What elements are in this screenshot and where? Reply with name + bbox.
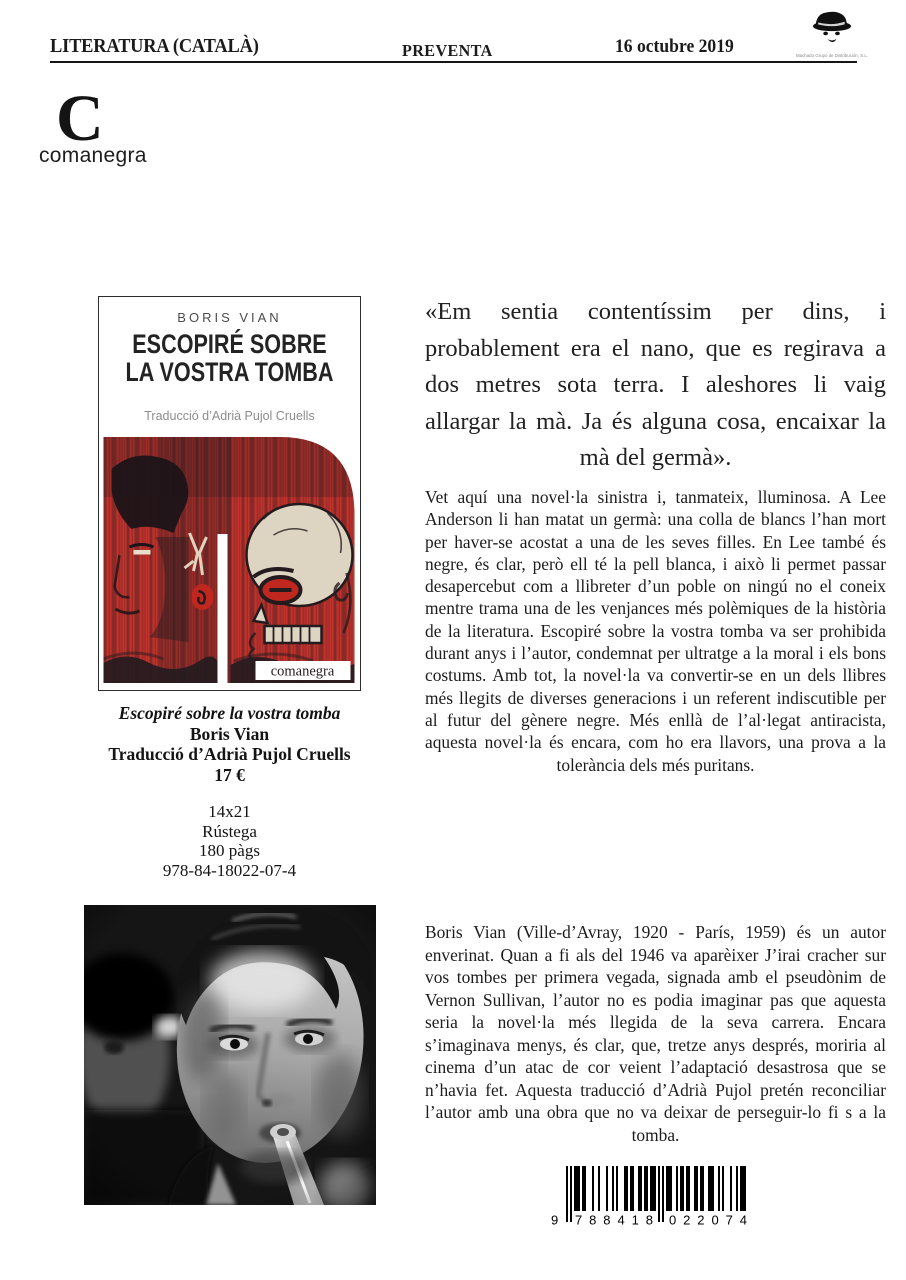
date-label: 16 octubre 2019	[615, 37, 734, 57]
author-photo	[84, 905, 376, 1205]
cover-title	[125, 331, 334, 386]
book-quote: «Em sentia contentíssim per dins, i probablement era el nano, que es regirava a dos metres sota terra. I aleshores li vaig allargar la mà. Ja és alguna cosa, encaixar la mà del germà».	[425, 298, 886, 471]
cover-author: BORIS VIAN	[177, 310, 282, 325]
details-author: Boris Vian	[189, 723, 270, 744]
comanegra-wordmark: comanegra	[39, 144, 147, 167]
distributor-logo	[794, 8, 870, 58]
details-title: Escopiré sobre la vostra tomba	[118, 703, 341, 723]
details-binding: Rústega	[202, 821, 257, 841]
book-synopsis: Vet aquí una novel·la sinistra i, tanmateix, lluminosa. A Lee Anderson li han matat un germà: una colla de blancs l’han mort per haver-se acostat a una de les seves filles. En Lee també és negre, és clar, però ell té la pell blanca, i això li permet passar desapercebut com a llibreter d’un poble on ningú no el coneix mentre trama una de les venjances més polèmiques de la història de la literatura. Escopiré sobre la vostra tomba va ser prohibida durant anys i l’autor, condemnat per ultratge a la moral i els bons costums. Amb tot, la novel·la va convertir-se en un dels llibres més llegits de diverses generacions i un referent indiscutible per al futur del gènere negre. Més enllà de l’al·legat antiracista, aquesta novel·la és encara, com ho era llavors, una prova a la tolerància dels més puritans.	[425, 487, 886, 775]
details-price: 17 €	[214, 764, 245, 785]
svg-text:022074: 022074	[669, 1212, 747, 1228]
book-details	[98, 703, 361, 880]
svg-text:788418: 788418	[575, 1212, 653, 1228]
distributor-name: Machado Grupo de Distribución, S.L.	[796, 53, 868, 58]
category-label: LITERATURA (CATALÀ)	[50, 35, 259, 57]
cover-translator: Traducció d’Adrià Pujol Cruells	[144, 409, 315, 423]
cover-title-line1: ESCOPIRÉ SOBRE	[132, 329, 327, 359]
details-size: 14x21	[208, 802, 251, 821]
cover-title-line2: LA VOSTRA TOMBA	[125, 356, 334, 387]
cover-illustration	[103, 437, 355, 688]
preventa-label: PREVENTA	[402, 41, 493, 60]
details-translator: Traducció d’Adrià Pujol Cruells	[108, 744, 351, 764]
isbn-barcode	[550, 1166, 758, 1228]
cover-imprint: comanegra	[270, 663, 335, 680]
header-divider	[50, 61, 857, 63]
comanegra-logo-icon: C	[56, 82, 104, 155]
details-spacer	[98, 785, 361, 802]
details-pages: 180 pàgs	[199, 841, 260, 860]
author-bio: Boris Vian (Ville-d’Avray, 1920 - París, 1959) és un autor enverinat. Quan a fi als del 1946 va aparèixer J’irai cracher sur vos tombes per primera vegada, signada amb el pseudònim de Vernon Sullivan, l’autor no es podia imaginar pas que aquesta seria la novel·la més llegida de la seva carrera. Encara s’imaginava menys, és clar, que, tretze anys després, moriria al cinema d’un atac de cor veient l’adaptació desastrosa que se n’havia fet. Aquesta traducció d’Adrià Pujol pretén reconciliar l’autor amb una obra que no va deixar de perseguir-lo fi s a la tomba.	[425, 922, 886, 1145]
svg-text:9: 9	[551, 1212, 559, 1228]
details-isbn: 978-84-18022-07-4	[162, 860, 297, 880]
book-cover	[98, 296, 361, 691]
man-with-fedora-icon	[804, 35, 860, 52]
